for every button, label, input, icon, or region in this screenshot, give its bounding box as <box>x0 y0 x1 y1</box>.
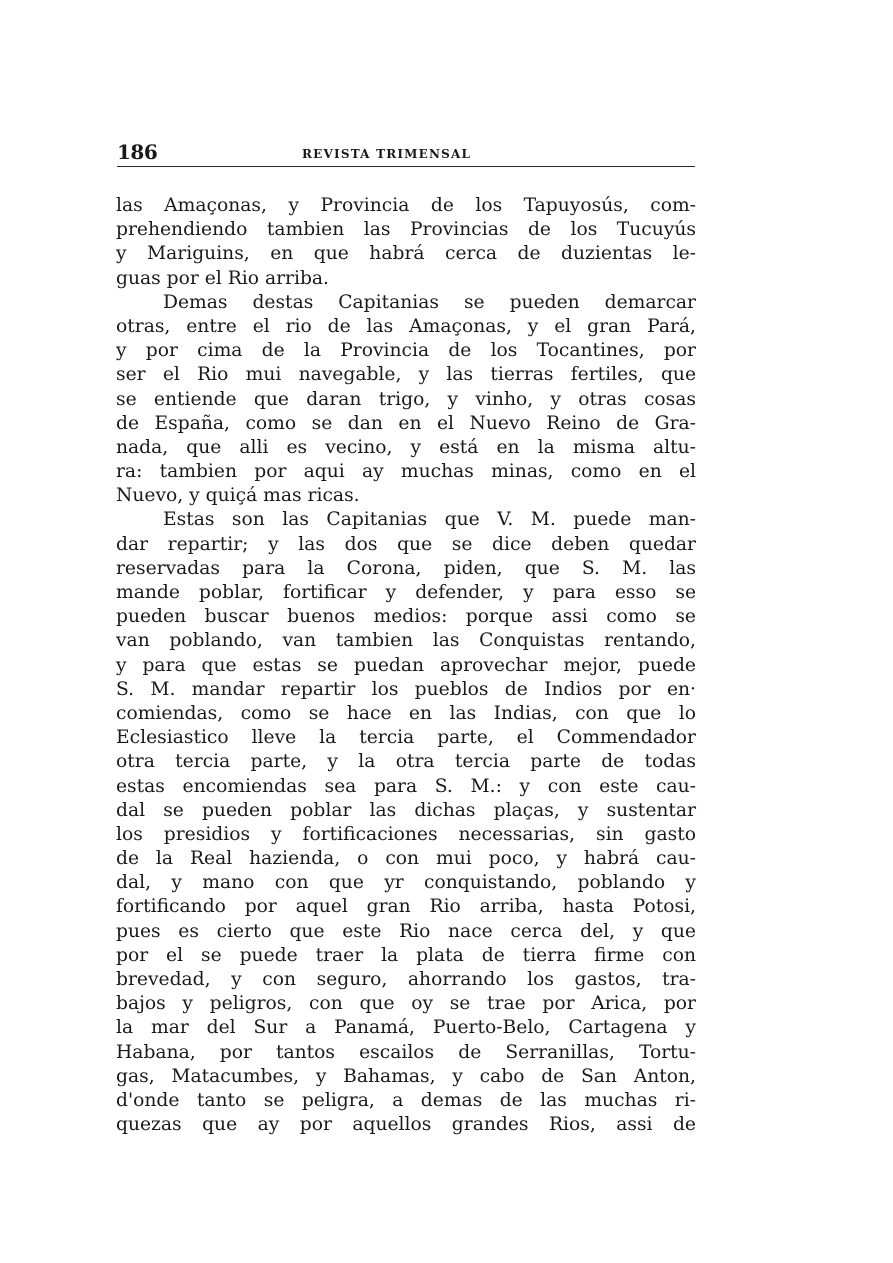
page-number: 186 <box>117 140 158 164</box>
text-line: quezas que ay por aquellos grandes Rios, assi de <box>116 1114 696 1136</box>
text-line: guas por el Rio arriba. <box>116 267 329 289</box>
text-line: pues es cierto que este Rio nace cerca del, y que <box>116 920 696 942</box>
text-line: brevedad, y con seguro, ahorrando los gastos, tra- <box>116 969 696 990</box>
text-line: Estas son las Capitanias que V. M. puede man- <box>163 509 696 531</box>
text-line: ser el Rio mui navegable, y las tierras fertiles, que <box>116 364 696 386</box>
text-line: bajos y peligros, con que oy se trae por Arica, por <box>116 993 696 1015</box>
text-line: S. M. mandar repartir los pueblos de Indios por en· <box>116 678 696 700</box>
text-line: estas encomiendas sea para S. M.: y con este cau- <box>116 775 696 797</box>
text-line: de España, como se dan en el Nuevo Reino de Gra- <box>116 412 696 434</box>
text-line: por el se puede traer la plata de tierra firme con <box>116 944 696 966</box>
text-line: comiendas, como se hace en las Indias, con que lo <box>116 702 696 724</box>
text-line: y para que estas se puedan aprovechar mejor, puede <box>116 654 696 676</box>
text-line: Demas destas Capitanias se pueden demarcar <box>163 291 696 313</box>
page-header <box>117 140 695 167</box>
paragraph <box>116 194 696 291</box>
text-line: Habana, por tantos escailos de Serranillas, Tortu- <box>116 1041 696 1063</box>
text-line: pueden buscar buenos medios: porque assi como se <box>116 606 696 628</box>
text-line: y por cima de la Provincia de los Tocantines, por <box>116 340 696 362</box>
text-line: dar repartir; y las dos que se dice deben quedar <box>116 533 696 555</box>
text-line: d'onde tanto se peligra, a demas de las muchas ri- <box>116 1089 696 1111</box>
text-line: fortificando por aquel gran Rio arriba, hasta Potosi, <box>116 896 696 918</box>
text-line: dal, y mano con que yr conquistando, poblando y <box>116 872 696 894</box>
paragraph <box>116 291 696 509</box>
running-title: REVISTA TRIMENSAL <box>302 147 472 161</box>
text-line: la mar del Sur a Panamá, Puerto-Belo, Cartagena y <box>116 1017 696 1039</box>
paragraph <box>116 508 696 1137</box>
text-line: los presidios y fortificaciones necessarias, sin gasto <box>116 823 696 845</box>
text-line: otra tercia parte, y la otra tercia parte de todas <box>116 751 696 773</box>
text-line: dal se pueden poblar las dichas plaças, y sustentar <box>116 799 696 821</box>
text-line: otras, entre el rio de las Amaçonas, y el gran Pará, <box>116 315 696 337</box>
text-line: de la Real hazienda, o con mui poco, y habrá cau- <box>116 848 696 870</box>
text-line: van poblando, van tambien las Conquistas rentando, <box>116 630 696 652</box>
text-line: reservadas para la Corona, piden, que S. M. las <box>116 557 696 579</box>
text-line: Nuevo, y quiçá mas ricas. <box>116 485 360 507</box>
text-line: gas, Matacumbes, y Bahamas, y cabo de San Anton, <box>116 1065 696 1087</box>
text-line: ra: tambien por aqui ay muchas minas, como en el <box>116 461 696 483</box>
text-line: nada, que alli es vecino, y está en la misma altu- <box>116 436 696 458</box>
body-text <box>116 194 696 1137</box>
text-line: y Mariguins, en que habrá cerca de duzientas le- <box>116 243 696 265</box>
text-line: prehendiendo tambien las Provincias de los Tucuyús <box>116 219 696 241</box>
text-line: las Amaçonas, y Provincia de los Tapuyosús, com- <box>116 195 696 216</box>
text-line: mande poblar, fortificar y defender, y para esso se <box>116 582 696 603</box>
text-line: Eclesiastico lleve la tercia parte, el Commendador <box>116 727 696 749</box>
text-line: se entiende que daran trigo, y vinho, y otras cosas <box>116 388 696 410</box>
